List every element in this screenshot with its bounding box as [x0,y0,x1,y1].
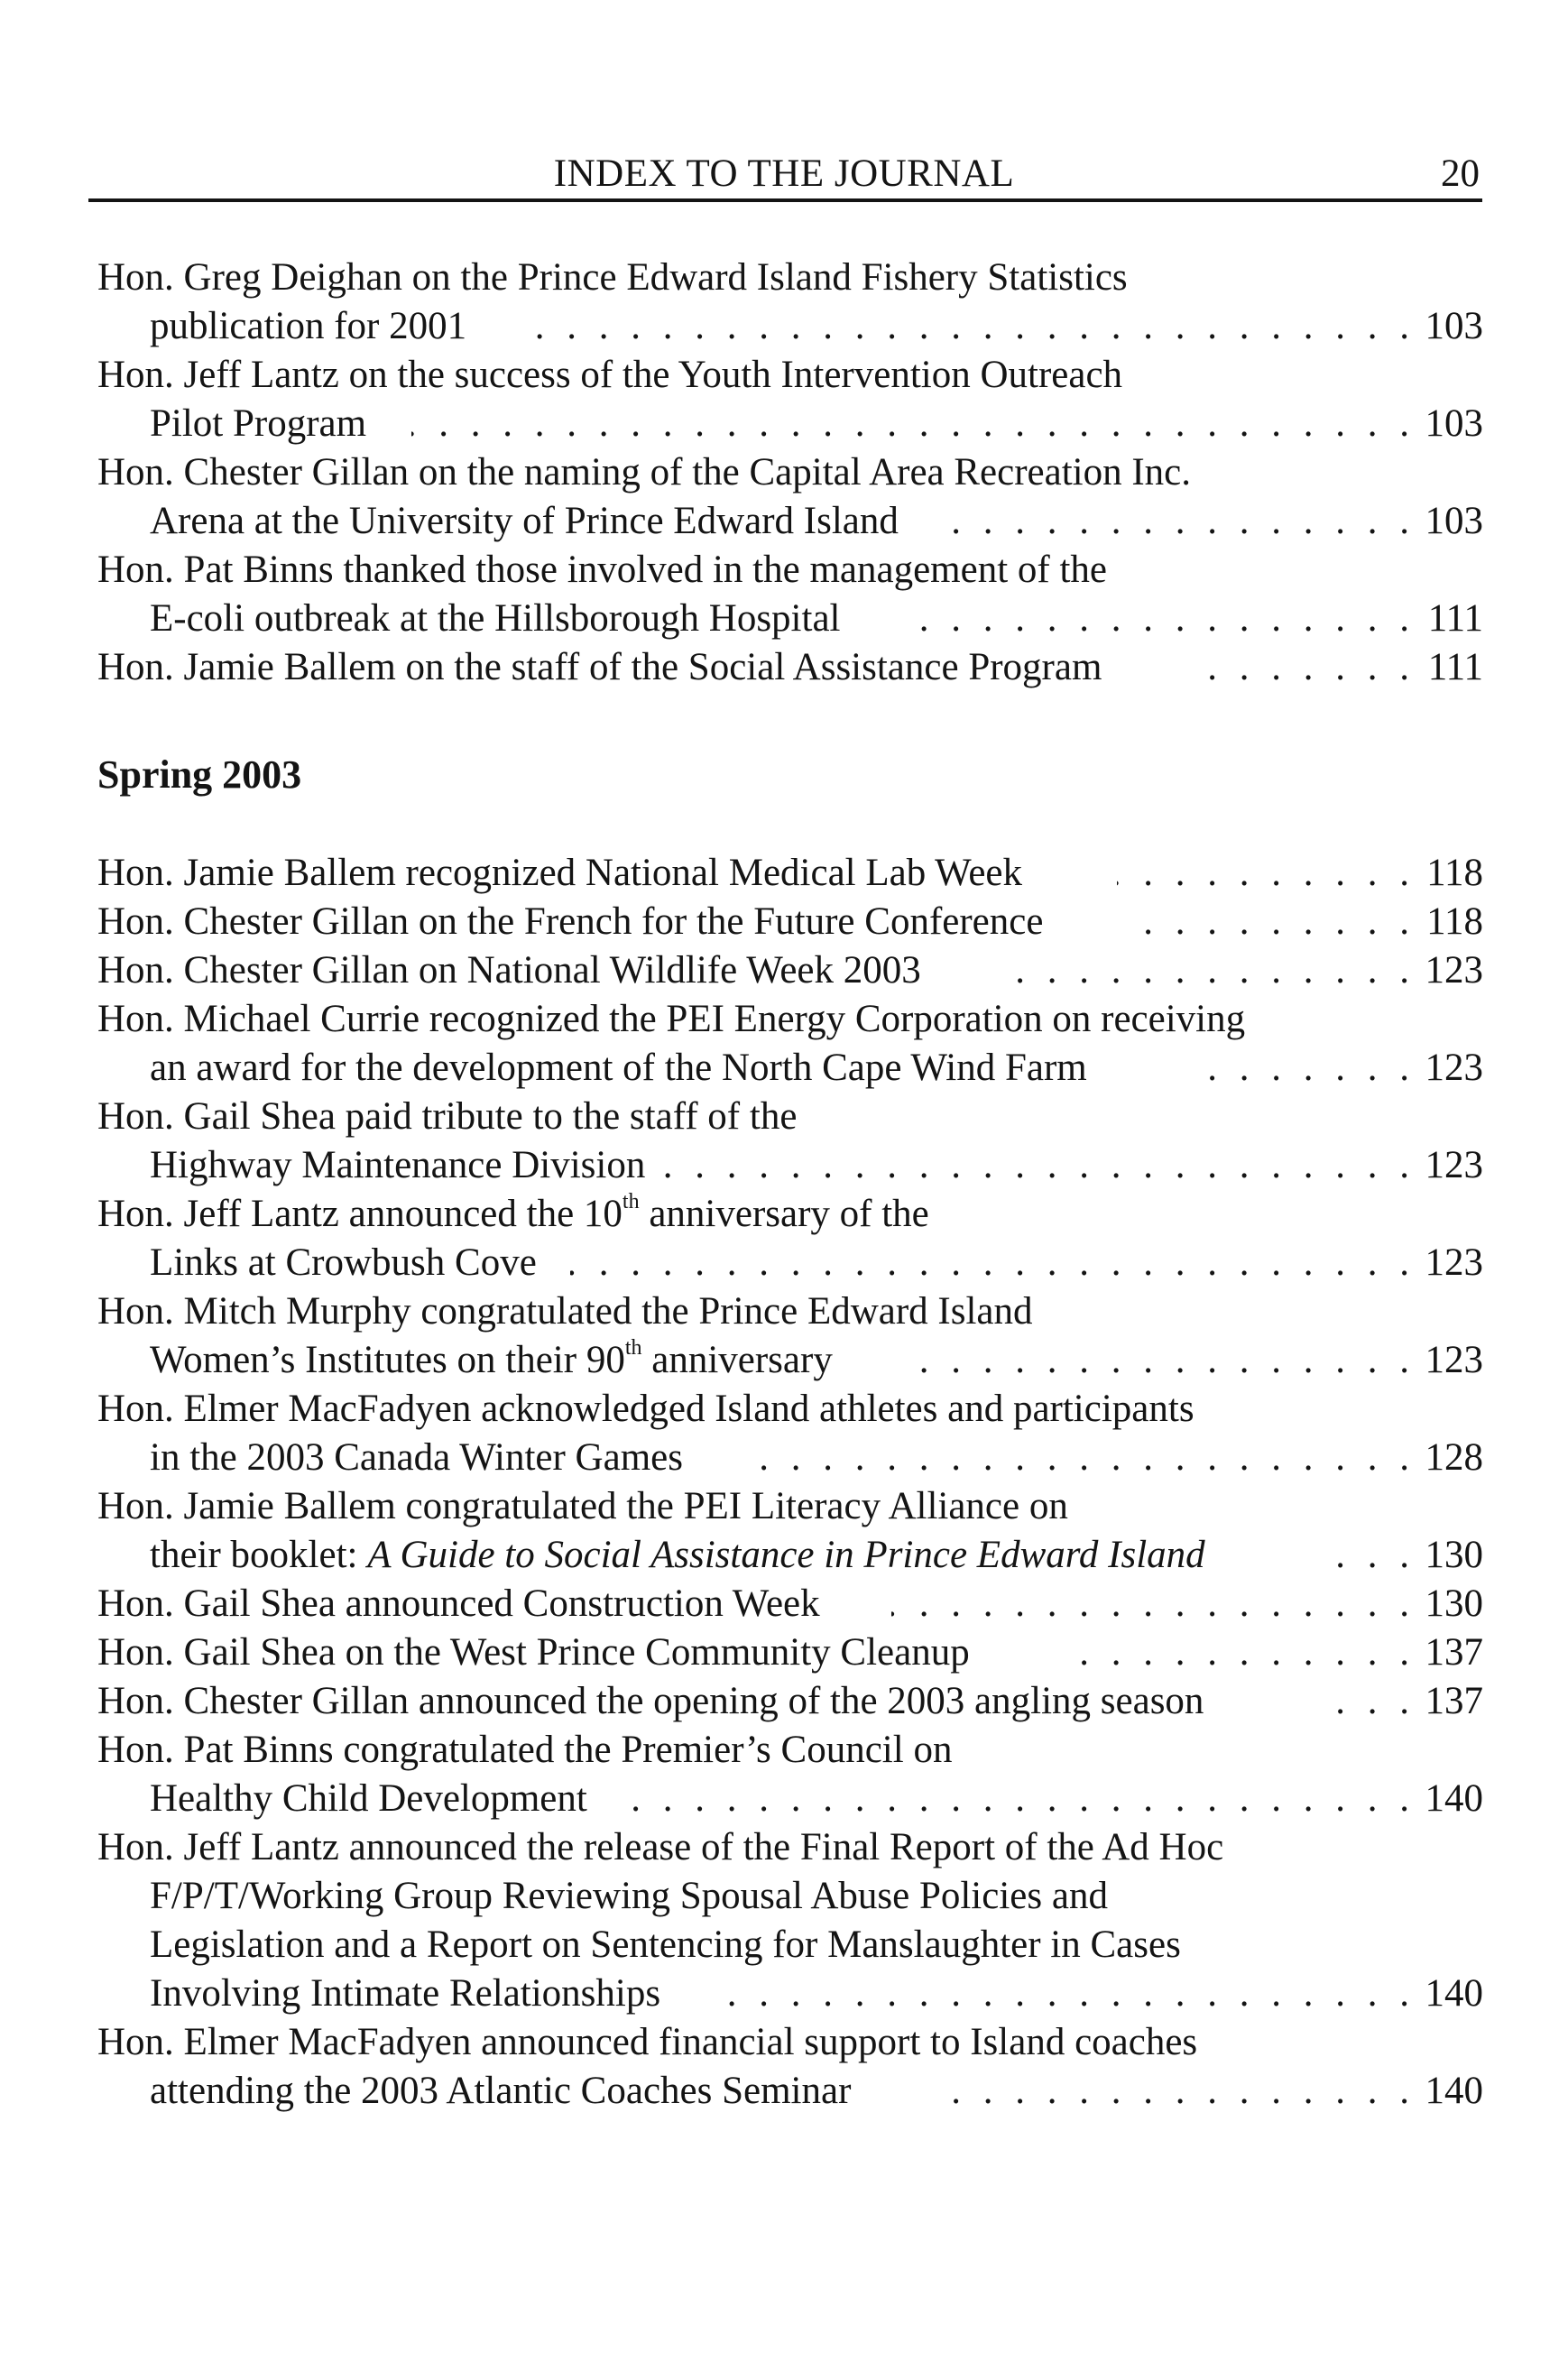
entry-page: 140 [1416,1969,1483,2018]
leader-dots [902,1336,1480,1385]
entry-page: 118 [1416,849,1483,898]
leader-dots [749,1434,1480,1482]
leader-dots [899,595,1480,643]
entry-text: Hon. Chester Gillan on the naming of the Capital Area Recreation Inc. [97,451,1200,494]
entry-page: 140 [1416,1775,1483,1823]
entry-text: Hon. Gail Shea on the West Prince Community Cleanup [97,1631,979,1674]
entry-text [150,1534,1214,1576]
entry-page: 103 [1416,497,1483,546]
publication-title: A Guide to Social Assistance in Prince Edward Island [367,1534,1205,1576]
entry-text: Pilot Program [150,402,375,445]
leader-dots [664,1141,1480,1190]
entry-text: Hon. Gail Shea announced Construction Week [97,1582,829,1625]
entry-page: 103 [1416,302,1483,351]
entry-page: 128 [1416,1434,1483,1482]
entry-text [97,1190,938,1235]
entry-page: 123 [1416,1336,1483,1385]
entry-text: Hon. Gail Shea paid tribute to the staff of the [97,1095,806,1138]
entry-text: Hon. Elmer MacFadyen acknowledged Island athletes and participants [97,1388,1204,1430]
entry-text: F/P/T/Working Group Reviewing Spousal Abuse Policies and [150,1875,1117,1917]
entry-text-part: their booklet: [150,1534,368,1576]
entry-page: 123 [1416,1141,1483,1190]
running-header-title: INDEX TO THE JOURNAL [553,152,1015,195]
entry-page: 137 [1416,1628,1483,1677]
entry-text: attending the 2003 Atlantic Coaches Seminar [150,2070,860,2112]
ordinal-suffix: th [624,1336,642,1360]
leader-dots [411,400,1480,448]
leader-dots [891,1580,1480,1628]
entry-text: Arena at the University of Prince Edward Island [150,500,908,542]
entry-text: Hon. Pat Binns thanked those involved in the management of the [97,549,1116,591]
leader-dots [570,1239,1480,1287]
entry-page: 130 [1416,1580,1483,1628]
entry-text: Hon. Mitch Murphy congratulated the Prince Edward Island [97,1290,1042,1333]
ordinal-suffix: th [622,1190,640,1213]
entry-text-part: anniversary of the [639,1193,929,1235]
entry-text: E-coli outbreak at the Hillsborough Hospital [150,597,849,640]
leader-dots [929,2067,1480,2116]
entry-text: Legislation and a Report on Sentencing for Manslaughter in Cases [150,1923,1190,1966]
leader-dots [632,1775,1480,1823]
entry-text: Hon. Michael Currie recognized the PEI Energy Corporation on receiving [97,998,1254,1040]
entry-text [150,1336,842,1381]
entry-text: Hon. Jeff Lantz on the success of the Youth Intervention Outreach [97,354,1131,396]
entry-text: Hon. Chester Gillan announced the opening of the 2003 angling season [97,1680,1213,1722]
entry-text: Involving Intimate Relationships [150,1972,669,2015]
entry-page: 137 [1416,1677,1483,1726]
entry-text-part: anniversary [641,1339,833,1381]
entry-text: Hon. Pat Binns congratulated the Premier’s Council on [97,1729,961,1771]
entry-text: Hon. Chester Gillan on the French for the Future Conference [97,900,1052,943]
page-number: 20 [1441,152,1480,195]
leader-dots [1000,946,1480,995]
entry-page: 123 [1416,946,1483,995]
entry-text: Healthy Child Development [150,1777,596,1820]
entry-text: Hon. Jeff Lantz announced the release of the Final Report of the Ad Hoc [97,1826,1232,1868]
entry-text: an award for the development of the North Cape Wind Farm [150,1047,1096,1089]
section-heading: Spring 2003 [97,752,302,797]
entry-page: 111 [1416,595,1483,643]
entry-text: in the 2003 Canada Winter Games [150,1436,692,1479]
header-rule [88,198,1482,202]
leader-dots [511,302,1480,351]
entry-text: Hon. Jamie Ballem on the staff of the Social Assistance Program [97,646,1111,688]
entry-text: publication for 2001 [150,305,475,347]
leader-dots [947,497,1480,546]
entry-page: 130 [1416,1531,1483,1580]
entry-text: Hon. Elmer MacFadyen announced financial support to Island coaches [97,2021,1206,2063]
entry-page: 123 [1416,1239,1483,1287]
entry-text: Hon. Greg Deighan on the Prince Edward Island Fishery Statistics [97,256,1137,299]
entry-text: Highway Maintenance Division [150,1144,654,1186]
entry-page: 111 [1416,643,1483,692]
entry-text: Hon. Chester Gillan on National Wildlife Week 2003 [97,949,930,992]
entry-text: Links at Crowbush Cove [150,1241,546,1284]
entry-text: Hon. Jamie Ballem congratulated the PEI Literacy Alliance on [97,1485,1077,1527]
entry-text-part: Women’s Institutes on their 90 [150,1339,625,1381]
entry-text: Hon. Jamie Ballem recognized National Medical Lab Week [97,852,1031,894]
entry-text-part: Hon. Jeff Lantz announced the 10 [97,1193,623,1235]
entry-page: 140 [1416,2067,1483,2116]
entry-page: 118 [1416,898,1483,946]
leader-dots [720,1969,1480,2018]
entry-page: 103 [1416,400,1483,448]
entry-page: 123 [1416,1044,1483,1093]
